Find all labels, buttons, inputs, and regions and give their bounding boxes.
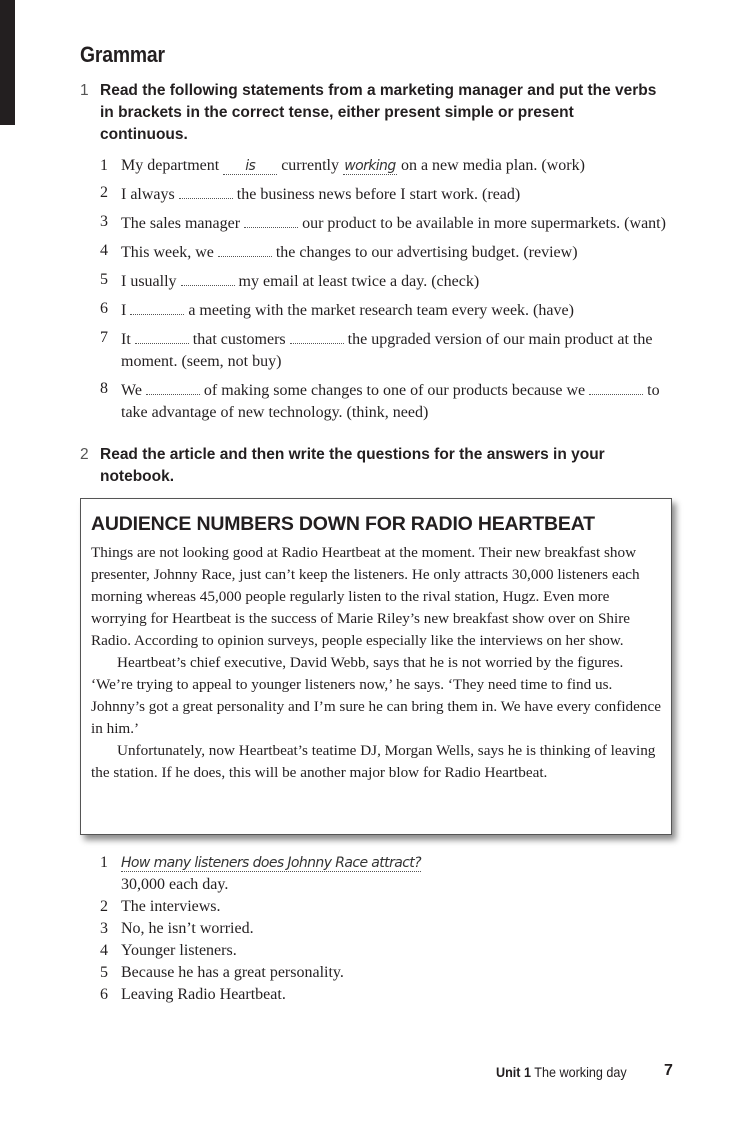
instruction-text: Read the article and then write the questions for the answers in your notebook. bbox=[100, 446, 605, 485]
item-number: 4 bbox=[100, 242, 108, 259]
answer-blank[interactable] bbox=[290, 327, 344, 344]
item-number: 8 bbox=[100, 380, 108, 397]
answer-text: The interviews. bbox=[121, 898, 221, 915]
item-text: We bbox=[121, 382, 146, 399]
section-title: Grammar bbox=[80, 42, 165, 67]
item-text: the business news before I start work. (read) bbox=[232, 186, 521, 203]
item-text: My department bbox=[121, 157, 224, 174]
unit-label: Unit 1 bbox=[496, 1064, 532, 1080]
item-text: currently bbox=[277, 157, 343, 174]
answer-blank[interactable]: working bbox=[344, 158, 396, 174]
item-text: a meeting with the market research team every week. (have) bbox=[184, 302, 574, 319]
exercise-number: 2 bbox=[80, 446, 89, 463]
answer-blank[interactable] bbox=[179, 182, 233, 199]
item-number: 1 bbox=[100, 157, 108, 174]
item-text: I bbox=[121, 302, 131, 319]
answer-blank[interactable] bbox=[130, 298, 184, 315]
instruction-text: Read the following statements from a marketing manager and put the verbs in brackets in the correct tense, either present simple or present continuous. bbox=[100, 82, 657, 143]
article-paragraph: Heartbeat’s chief executive, David Webb, says that he is not worried by the figures. ‘We’re trying to appeal to younger listeners now,’ he says. ‘They need time to find us. Johnny’s got a great personality and I’m sure he can bring them in. We have every confidence in him.’ bbox=[91, 654, 661, 737]
exercise-1-items bbox=[100, 155, 680, 429]
item-text: It bbox=[121, 331, 135, 348]
item-number: 3 bbox=[100, 213, 108, 230]
unit-title: The working day bbox=[534, 1064, 627, 1080]
item-text: I usually bbox=[121, 273, 181, 290]
exercise-item bbox=[100, 182, 680, 206]
item-number: 5 bbox=[100, 271, 108, 288]
exercise-item bbox=[100, 211, 680, 235]
exercise-item bbox=[100, 378, 680, 424]
answer-text: No, he isn’t worried. bbox=[121, 920, 254, 937]
article-title: AUDIENCE NUMBERS DOWN FOR RADIO HEARTBEAT bbox=[91, 513, 595, 535]
exercise-1-instruction bbox=[80, 80, 660, 146]
item-text: The sales manager bbox=[121, 215, 245, 232]
list-item bbox=[100, 918, 660, 940]
item-text: on a new media plan. (work) bbox=[396, 157, 585, 174]
list-item bbox=[100, 962, 660, 984]
item-text: my email at least twice a day. (check) bbox=[234, 273, 480, 290]
item-number: 5 bbox=[100, 964, 108, 981]
item-number: 6 bbox=[100, 300, 108, 317]
article-box bbox=[80, 498, 672, 835]
list-item bbox=[100, 852, 660, 896]
answer-blank[interactable] bbox=[589, 378, 643, 395]
list-item bbox=[100, 984, 660, 1006]
exercise-item bbox=[100, 240, 680, 264]
answer-text: Younger listeners. bbox=[121, 942, 237, 959]
list-item bbox=[100, 896, 660, 918]
item-number: 2 bbox=[100, 184, 108, 201]
answer-blank[interactable] bbox=[181, 269, 235, 286]
item-text: I always bbox=[121, 186, 179, 203]
answer-blank[interactable] bbox=[244, 211, 298, 228]
item-text: of making some changes to one of our products because we bbox=[199, 382, 590, 399]
exercise-number: 1 bbox=[80, 82, 89, 99]
exercise-item bbox=[100, 269, 680, 293]
exercise-item bbox=[100, 298, 680, 322]
answer-blank[interactable] bbox=[146, 378, 200, 395]
item-number: 2 bbox=[100, 898, 108, 915]
exercise-item bbox=[100, 327, 680, 373]
item-text: This week, we bbox=[121, 244, 218, 261]
page-edge-tab bbox=[0, 0, 15, 125]
item-number: 4 bbox=[100, 942, 108, 959]
item-number: 6 bbox=[100, 986, 108, 1003]
article-paragraph: Unfortunately, now Heartbeat’s teatime DJ, Morgan Wells, says he is thinking of leaving the station. If he does, this will be another major blow for Radio Heartbeat. bbox=[91, 742, 656, 781]
item-text: the changes to our advertising budget. (review) bbox=[271, 244, 578, 261]
item-number: 1 bbox=[100, 854, 108, 871]
answer-text: Because he has a great personality. bbox=[121, 964, 344, 981]
list-item bbox=[100, 940, 660, 962]
question-answer-field[interactable]: How many listeners does Johnny Race attract? bbox=[121, 855, 422, 871]
answer-list bbox=[100, 852, 660, 1006]
answer-text: Leaving Radio Heartbeat. bbox=[121, 986, 286, 1003]
answer-blank[interactable] bbox=[218, 240, 272, 257]
exercise-2-instruction bbox=[80, 444, 660, 488]
answer-blank[interactable] bbox=[135, 327, 189, 344]
item-number: 7 bbox=[100, 329, 108, 346]
answer-text: 30,000 each day. bbox=[121, 876, 229, 893]
item-text: that customers bbox=[188, 331, 290, 348]
item-text: our product to be available in more supermarkets. (want) bbox=[298, 215, 666, 232]
item-number: 3 bbox=[100, 920, 108, 937]
answer-blank[interactable]: is bbox=[223, 158, 277, 175]
article-paragraph: Things are not looking good at Radio Heartbeat at the moment. Their new breakfast show presenter, Johnny Race, just can’t keep the listeners. He only attracts 30,000 listeners each morning whereas 45,000 people regularly listen to the rival station, Hugz. Even more worrying for Heartbeat is the success of Marie Riley’s new breakfast show over on Shire Radio. According to opinion surveys, people especially like the interviews on her show. bbox=[91, 544, 640, 649]
page-number: 7 bbox=[664, 1062, 673, 1079]
footer-unit bbox=[496, 1064, 627, 1080]
item-text: to take advantage of new technology. (think, need) bbox=[121, 382, 660, 421]
item-text: the upgraded version of our main product at the moment. (seem, not buy) bbox=[121, 331, 653, 370]
exercise-item bbox=[100, 155, 680, 177]
